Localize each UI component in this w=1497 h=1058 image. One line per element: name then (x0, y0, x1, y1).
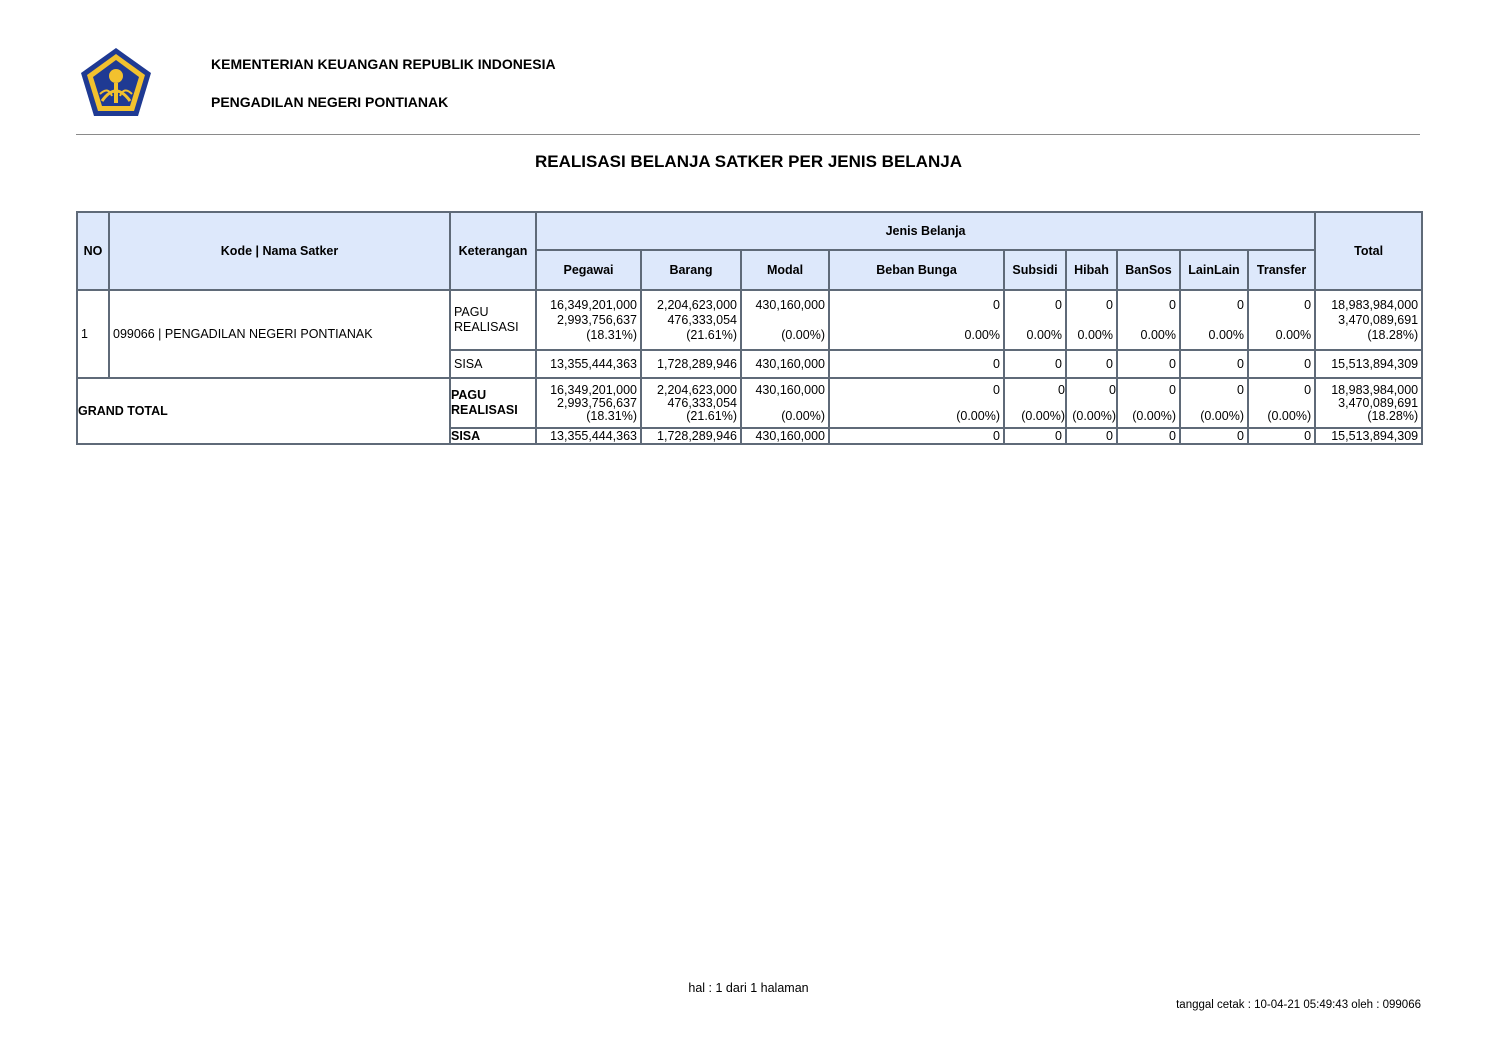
ket-pagu: PAGU (454, 305, 489, 319)
sisa-barang: 1,728,289,946 (641, 350, 741, 378)
row-satker: 099066 | PENGADILAN NEGERI PONTIANAK (109, 290, 450, 378)
grand-total-label: GRAND TOTAL (77, 378, 450, 444)
row-no: 1 (77, 290, 109, 378)
header-jenis-belanja: Jenis Belanja (536, 212, 1315, 250)
header-total: Total (1315, 212, 1422, 290)
gt-sisa-modal: 430,160,000 (741, 428, 829, 444)
grand-total-row (77, 378, 1422, 428)
gt-sisa-subsidi: 0 (1004, 428, 1066, 444)
col-header: Subsidi (1004, 250, 1066, 290)
gt-transfer: 0 (0.00%) (1248, 378, 1315, 428)
gt-modal: 430,160,000 (0.00%) (741, 378, 829, 428)
gt-subsidi: 0 (0.00%) (1004, 378, 1066, 428)
gt-beban-bunga: 0 (0.00%) (829, 378, 1004, 428)
gt-sisa-total: 15,513,894,309 (1315, 428, 1422, 444)
gt-pegawai: 16,349,201,000 2,993,756,637 (18.31%) (536, 378, 641, 428)
gt-sisa-transfer: 0 (1248, 428, 1315, 444)
gt-sisa-beban-bunga: 0 (829, 428, 1004, 444)
sisa-hibah: 0 (1066, 350, 1117, 378)
sisa-subsidi: 0 (1004, 350, 1066, 378)
cell-lainlain: 0 0.00% (1180, 290, 1248, 350)
col-header: BanSos (1117, 250, 1180, 290)
col-header: Barang (641, 250, 741, 290)
sisa-modal: 430,160,000 (741, 350, 829, 378)
report-title: REALISASI BELANJA SATKER PER JENIS BELANJA (535, 152, 962, 171)
ket-sisa: SISA (450, 350, 536, 378)
gt-keterangan: PAGU REALISASI (450, 378, 536, 428)
gt-barang: 2,204,623,000 476,333,054 (21.61%) (641, 378, 741, 428)
gt-sisa-hibah: 0 (1066, 428, 1117, 444)
col-header: Transfer (1248, 250, 1315, 290)
report-table (76, 211, 1423, 445)
gt-sisa-lainlain: 0 (1180, 428, 1248, 444)
col-header: LainLain (1180, 250, 1248, 290)
sisa-bansos: 0 (1117, 350, 1180, 378)
court-name: PENGADILAN NEGERI PONTIANAK (211, 94, 449, 110)
ministry-name: KEMENTERIAN KEUANGAN REPUBLIK INDONESIA (211, 56, 556, 72)
gt-hibah: 0 (0.00%) (1066, 378, 1117, 428)
gt-ket-sisa: SISA (450, 428, 536, 444)
page-info: hal : 1 dari 1 halaman (688, 981, 809, 995)
cell-bansos: 0 0.00% (1117, 290, 1180, 350)
header-keterangan: Keterangan (450, 212, 536, 290)
sisa-lainlain: 0 (1180, 350, 1248, 378)
gt-sisa-barang: 1,728,289,946 (641, 428, 741, 444)
cell-subsidi: 0 0.00% (1004, 290, 1066, 350)
sisa-total: 15,513,894,309 (1315, 350, 1422, 378)
col-header: Modal (741, 250, 829, 290)
gt-sisa-pegawai: 13,355,444,363 (536, 428, 641, 444)
col-header: Beban Bunga (829, 250, 1004, 290)
header-satker: Kode | Nama Satker (109, 212, 450, 290)
header-no: NO (77, 212, 109, 290)
table-row (77, 290, 1422, 350)
col-header: Pegawai (536, 250, 641, 290)
gt-total: 18,983,984,000 3,470,089,691 (18.28%) (1315, 378, 1422, 428)
cell-modal: 430,160,000 (0.00%) (741, 290, 829, 350)
cell-hibah: 0 0.00% (1066, 290, 1117, 350)
print-info: tanggal cetak : 10-04-21 05:49:43 oleh : 099066 (1176, 999, 1421, 1011)
cell-transfer: 0 0.00% (1248, 290, 1315, 350)
cell-total: 18,983,984,000 3,470,089,691 (18.28%) (1315, 290, 1422, 350)
gt-bansos: 0 (0.00%) (1117, 378, 1180, 428)
col-header: Hibah (1066, 250, 1117, 290)
header-divider (76, 134, 1420, 135)
gt-lainlain: 0 (0.00%) (1180, 378, 1248, 428)
sisa-beban-bunga: 0 (829, 350, 1004, 378)
sisa-transfer: 0 (1248, 350, 1315, 378)
cell-beban-bunga: 0 0.00% (829, 290, 1004, 350)
sisa-pegawai: 13,355,444,363 (536, 350, 641, 378)
gt-sisa-bansos: 0 (1117, 428, 1180, 444)
cell-pegawai: 16,349,201,000 2,993,756,637 (18.31%) (536, 290, 641, 350)
ket-realisasi: REALISASI (454, 320, 519, 334)
row-keterangan (450, 290, 536, 350)
cell-barang: 2,204,623,000 476,333,054 (21.61%) (641, 290, 741, 350)
ministry-logo (78, 46, 154, 120)
